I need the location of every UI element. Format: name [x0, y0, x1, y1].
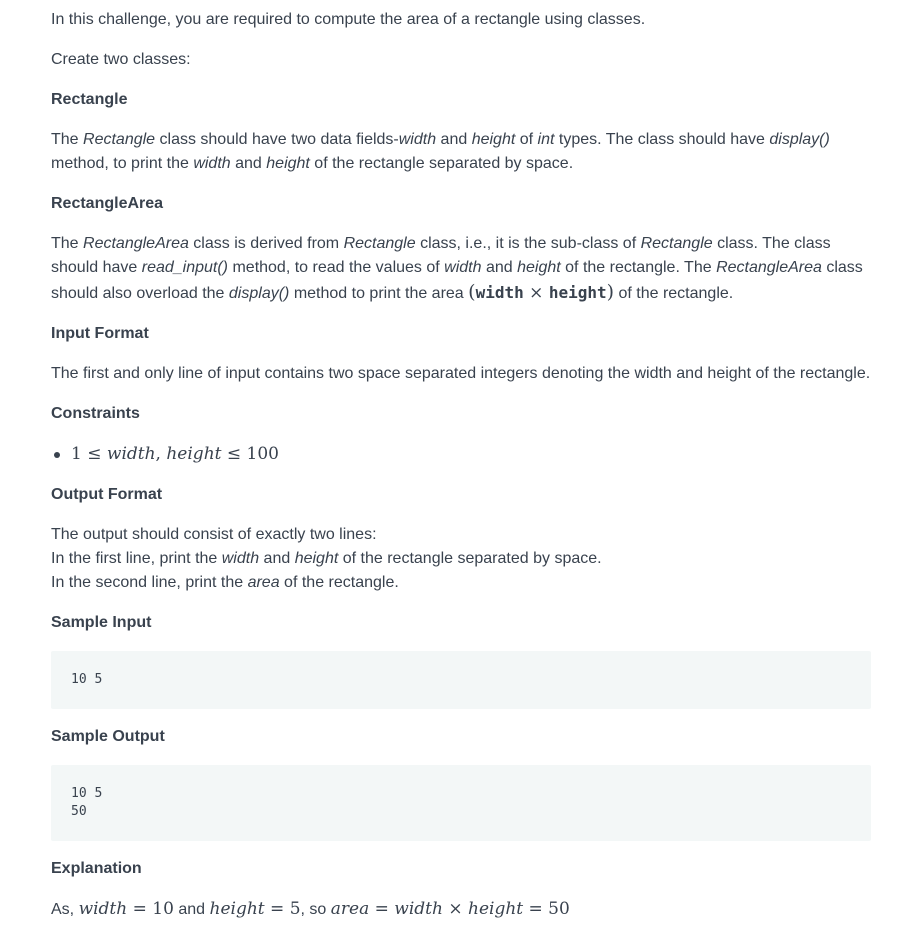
create-classes-text: Create two classes:	[51, 51, 191, 68]
constraint-item: 1 ≤ width, height ≤ 100	[71, 442, 871, 467]
output-format-line-2: In the first line, print the width and height of the rectangle separated by space.	[51, 550, 602, 567]
intro-text: In this challenge, you are required to compute the area of a rectangle using classes.	[51, 11, 646, 28]
sample-output-line: 50	[71, 804, 87, 819]
sample-input-code-block[interactable]	[51, 651, 871, 709]
constraints-list	[51, 442, 871, 467]
rectangle-description: The Rectangle class should have two data fields-width and height of int types. The class should have display() method, to print the width and height of the rectangle separated by space.	[51, 131, 830, 172]
input-format-text: The first and only line of input contains two space separated integers denoting the width and height of the rectangle.	[51, 365, 871, 382]
output-format-text	[51, 523, 871, 595]
rectangle-area-description: The RectangleArea class is derived from Rectangle class, i.e., it is the sub-class of Rectangle class. The class should have read_input() method, to read the values of width and height of the rectangle. The RectangleArea class should also overload the display() method to print the area (width × height) of the rectangle.	[51, 235, 863, 303]
sample-input-line: 10 5	[71, 672, 103, 687]
sample-output-heading: Sample Output	[51, 728, 165, 745]
sample-output-code-block[interactable]	[51, 765, 871, 841]
output-format-line-3: In the second line, print the area of the rectangle.	[51, 574, 399, 591]
rectangle-heading: Rectangle	[51, 91, 128, 108]
explanation-text: As, width = 10 and height = 5, so area = width × height = 50	[51, 899, 570, 919]
rectangle-area-heading: RectangleArea	[51, 195, 164, 212]
output-format-line-1: The output should consist of exactly two lines:	[51, 526, 377, 543]
input-format-heading: Input Format	[51, 325, 149, 342]
explanation-heading: Explanation	[51, 860, 142, 877]
sample-input-heading: Sample Input	[51, 614, 152, 631]
sample-output-line: 10 5	[71, 786, 103, 801]
constraints-heading: Constraints	[51, 405, 140, 422]
output-format-heading: Output Format	[51, 486, 163, 503]
